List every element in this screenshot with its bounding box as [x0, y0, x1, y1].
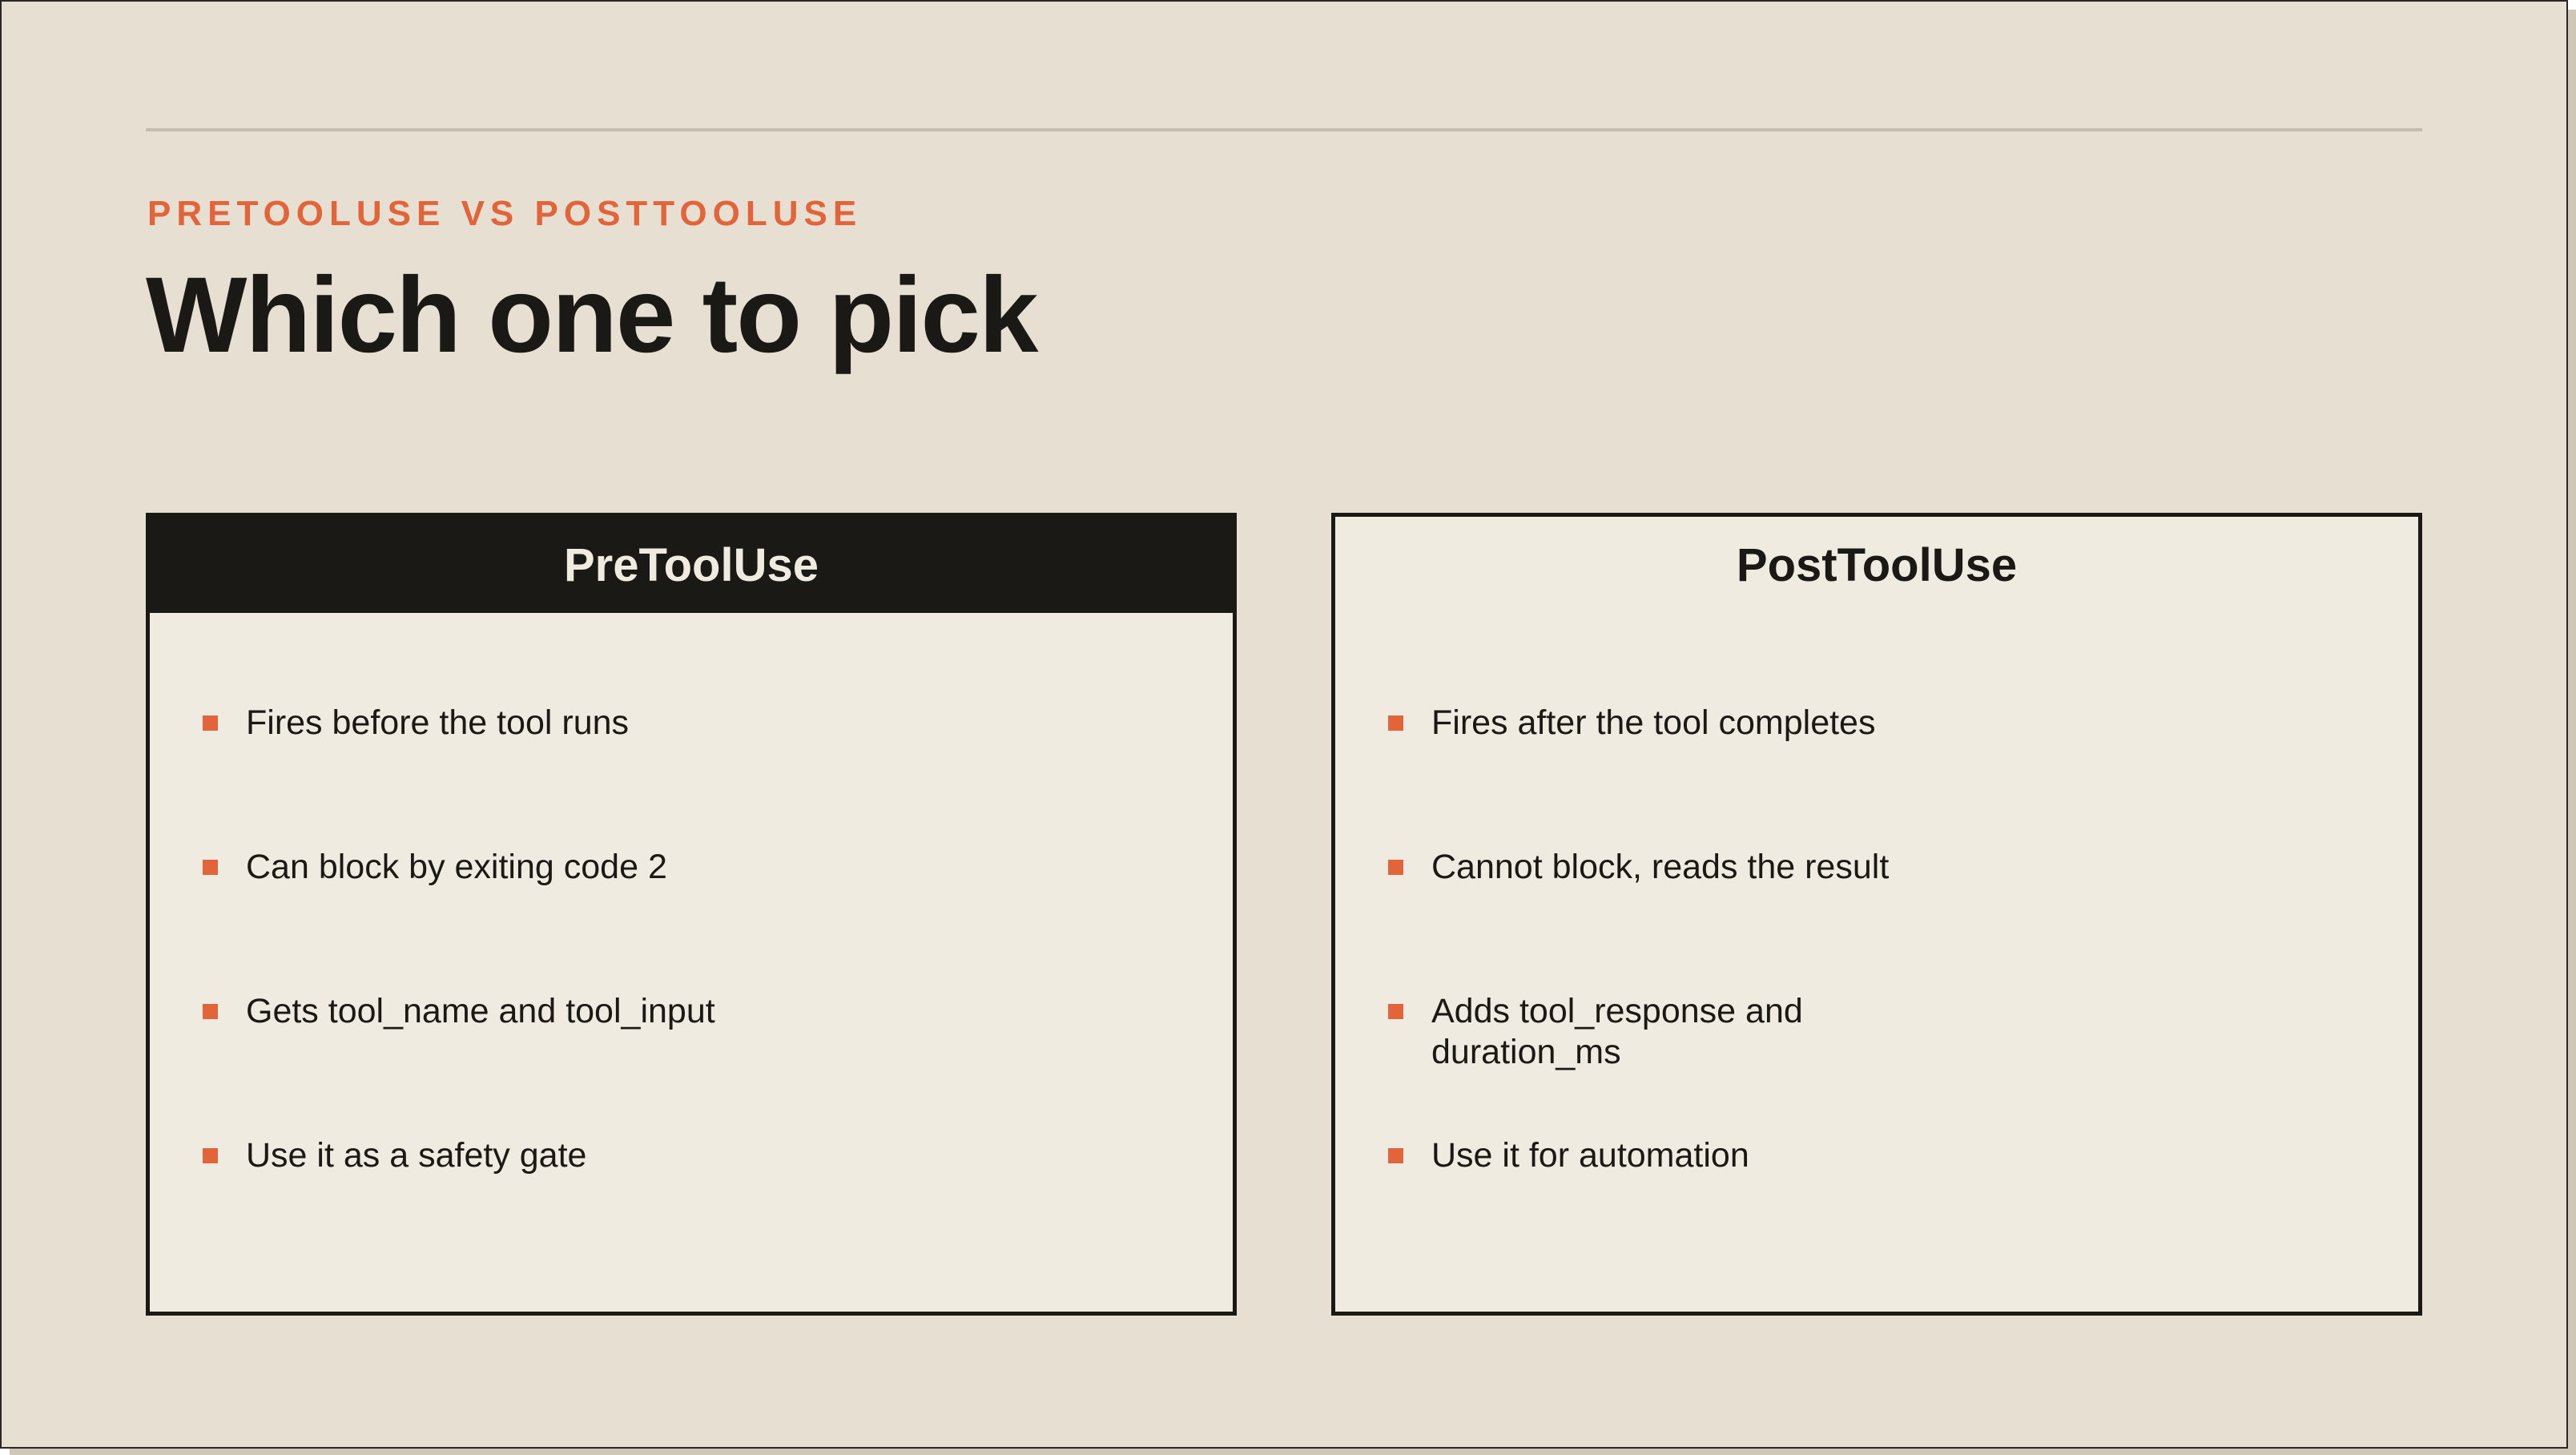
list-item-text: Adds tool_response and duration_ms [1431, 992, 1803, 1071]
pretooluse-card [146, 513, 1237, 1316]
square-bullet-icon [203, 715, 218, 731]
slide-title: Which one to pick [146, 256, 1037, 375]
list-item-text: Can block by exiting code 2 [246, 848, 667, 886]
square-bullet-icon [1388, 1004, 1403, 1019]
list-item [196, 847, 1157, 888]
list-item [196, 991, 1157, 1032]
list-item [196, 1135, 1157, 1176]
list-item [1382, 991, 2343, 1073]
square-bullet-icon [1388, 715, 1403, 731]
list-item-text: Fires before the tool runs [246, 703, 630, 742]
eyebrow-label: PRETOOLUSE VS POSTTOOLUSE [147, 194, 863, 233]
posttooluse-card-header: PostToolUse [1736, 538, 2018, 591]
list-item-text: Use it as a safety gate [246, 1136, 587, 1175]
square-bullet-icon [203, 1004, 218, 1019]
list-item [1382, 1135, 2343, 1176]
square-bullet-icon [1388, 860, 1403, 875]
list-item-text: Cannot block, reads the result [1431, 848, 1890, 886]
top-divider [146, 128, 2422, 131]
pretooluse-card-header: PreToolUse [150, 517, 1233, 613]
list-item [1382, 703, 2343, 744]
square-bullet-icon [203, 1148, 218, 1163]
list-item-text: Gets tool_name and tool_input [246, 992, 715, 1030]
list-item-text: Use it for automation [1431, 1136, 1749, 1175]
list-item-text: Fires after the tool completes [1431, 703, 1876, 742]
posttooluse-card [1331, 513, 2422, 1316]
square-bullet-icon [1388, 1148, 1403, 1163]
square-bullet-icon [203, 860, 218, 875]
list-item [196, 703, 1157, 744]
list-item [1382, 847, 2343, 888]
